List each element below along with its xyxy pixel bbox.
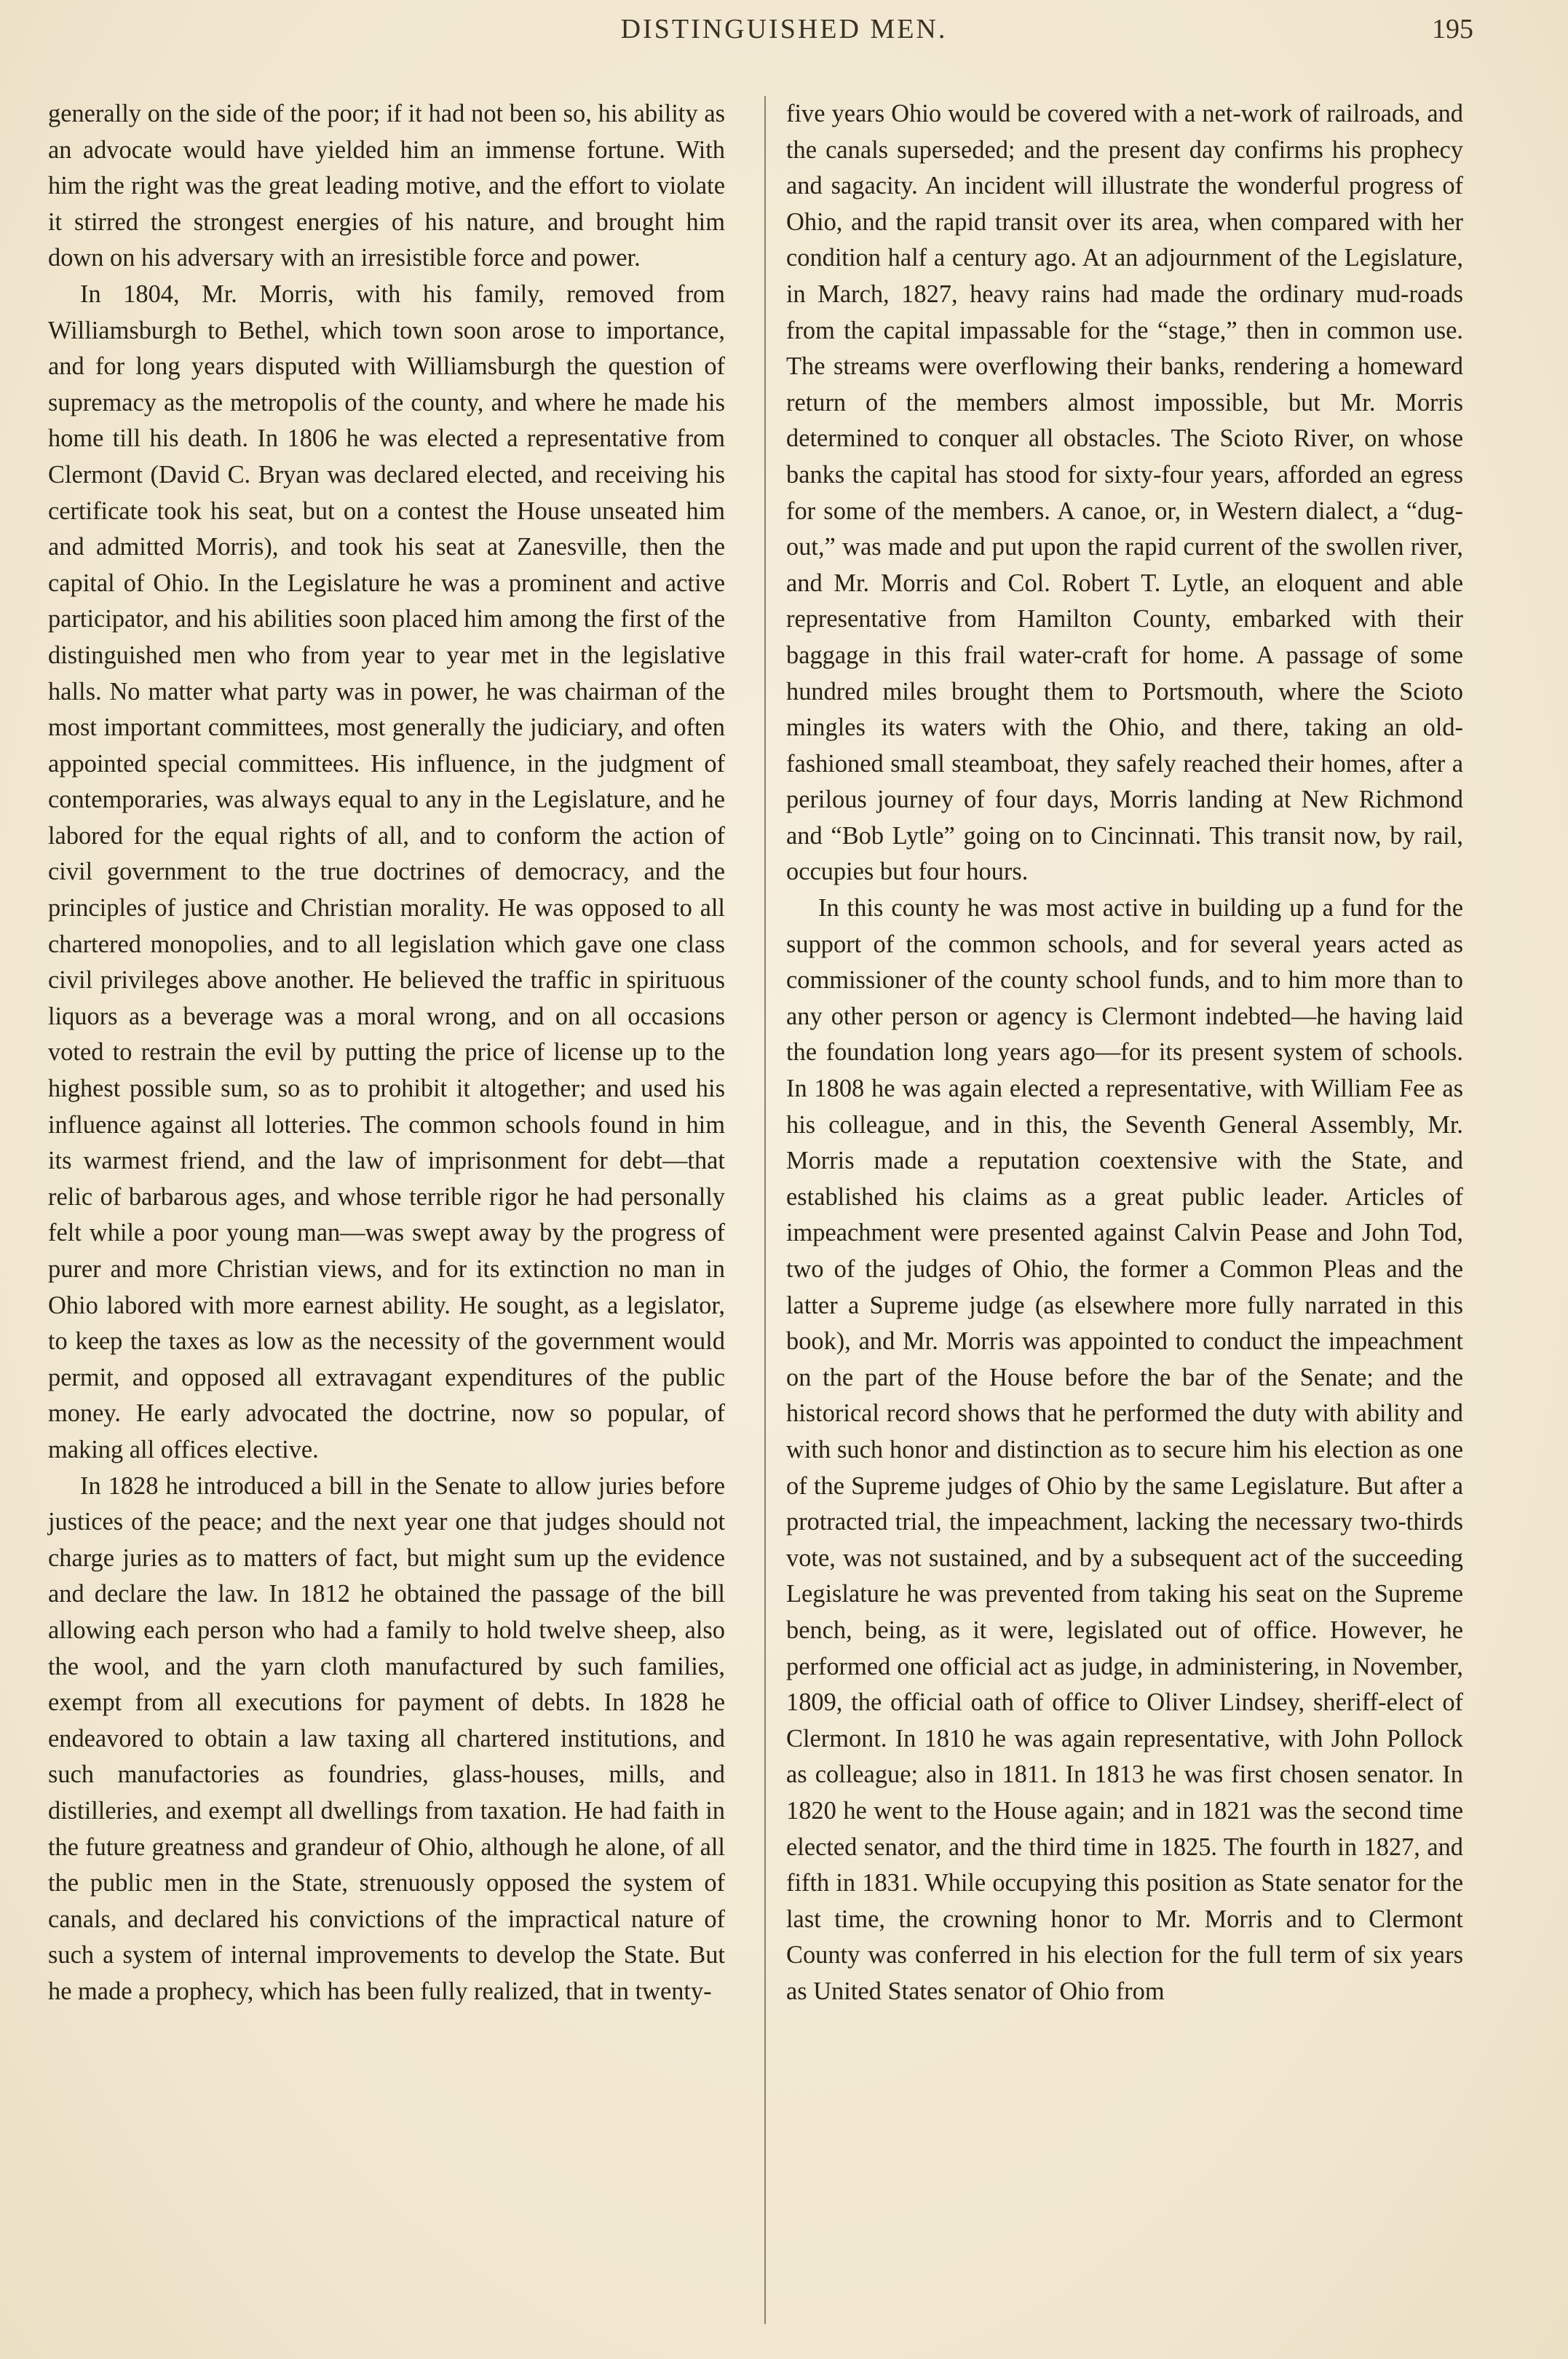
right-column bbox=[786, 96, 1463, 2010]
paragraph: five years Ohio would be covered with a net-work of railroads, and the canals superseded; and the present day confirms his prophecy and sagacity. An incident will illustrate the wonderful progress of Ohio, and the rapid transit over its area, when compared with her condition half a century ago. At an adjournment of the Legislature, in March, 1827, heavy rains had made the ordinary mud-roads from the capital impassable for the “stage,” then in common use. The streams were overflowing their banks, rendering a homeward return of the members almost impossible, but Mr. Morris determined to conquer all obstacles. The Scioto River, on whose banks the capital has stood for sixty-four years, afforded an egress for some of the members. A canoe, or, in Western dialect, a “dug-out,” was made and put upon the rapid current of the swollen river, and Mr. Morris and Col. Robert T. Lytle, an eloquent and able representative from Hamilton County, embarked with their baggage in this frail water-craft for home. A passage of some hundred miles brought them to Portsmouth, where the Scioto mingles its waters with the Ohio, and there, taking an old-fashioned small steamboat, they safely reached their homes, after a perilous journey of four days, Morris landing at New Richmond and “Bob Lytle” going on to Cincinnati. This transit now, by rail, occupies but four hours. bbox=[786, 100, 1463, 886]
paragraph: generally on the side of the poor; if it had not been so, his ability as an advocate would have yielded him an immense fortune. With him the right was the great leading motive, and the effort to violate it stirred the strongest energies of his nature, and brought him down on his adversary with an irresistible force and power. bbox=[48, 100, 725, 272]
running-head bbox=[0, 13, 1568, 57]
paragraph: In 1804, Mr. Morris, with his family, removed from Williamsburgh to Bethel, which town soon arose to importance, and for long years disputed with Williamsburgh the question of supremacy as the metropolis of the county, and where he made his home till his death. In 1806 he was elected a representative from Clermont (David C. Bryan was declared elected, and receiving his certificate took his seat, but on a contest the House unseated him and admitted Morris), and took his seat at Zanesville, then the capital of Ohio. In the Legislature he was a prominent and active participator, and his abilities soon placed him among the first of the distinguished men who from year to year met in the legislative halls. No matter what party was in power, he was chairman of the most important committees, most generally the judiciary, and often appointed special committees. His influence, in the judgment of contemporaries, was always equal to any in the Legislature, and he labored for the equal rights of all, and to conform the action of civil government to the true doctrines of democracy, and the principles of justice and Christian morality. He was opposed to all chartered monopolies, and to all legislation which gave one class civil privileges above another. He believed the traffic in spirituous liquors as a beverage was a moral wrong, and on all occasions voted to restrain the evil by putting the price of license up to the highest possible sum, so as to prohibit it altogether; and used his influence against all lotteries. The common schools found in him its warmest friend, and the law of imprisonment for debt—that relic of barbarous ages, and whose terrible rigor he had personally felt while a poor young man—was swept away by the progress of purer and more Christian views, and for its extinction no man in Ohio labored with more earnest ability. He sought, as a legislator, to keep the taxes as low as the necessity of the government would permit, and opposed all extravagant expenditures of the public money. He early advocated the doctrine, now so popular, of making all offices elective. bbox=[48, 280, 725, 1463]
page-number: 195 bbox=[1432, 14, 1473, 44]
paragraph: In this county he was most active in building up a fund for the support of the common schools, and for several years acted as commissioner of the county school funds, and to him more than to any other person or agency is Clermont indebted—he having laid the foundation long years ago—for its present system of schools. In 1808 he was again elected a representative, with William Fee as his colleague, and in this, the Seventh General Assembly, Mr. Morris made a reputation coextensive with the State, and established his claims as a great public leader. Articles of impeachment were presented against Calvin Pease and John Tod, two of the judges of Ohio, the former a Common Pleas and the latter a Supreme judge (as elsewhere more fully narrated in this book), and Mr. Morris was appointed to conduct the impeachment on the part of the House before the bar of the Senate; and the historical record shows that he performed the duty with ability and with such honor and distinction as to secure him his election as one of the Supreme judges of Ohio by the same Legislature. But after a protracted trial, the impeachment, lacking the necessary two-thirds vote, was not sustained, and by a subsequent act of the succeeding Legislature he was prevented from taking his seat on the Supreme bench, being, as it were, legislated out of office. However, he performed one official act as judge, in administering, in November, 1809, the official oath of office to Oliver Lindsey, sheriff-elect of Clermont. In 1810 he was again representative, with John Pollock as colleague; also in 1811. In 1813 he was first chosen senator. In 1820 he went to the House again; and in 1821 was the second time elected senator, and the third time in 1825. The fourth in 1827, and fifth in 1831. While occupying this position as State senator for the last time, the crowning honor to Mr. Morris and to Clermont County was conferred in his election for the full term of six years as United States senator of Ohio from bbox=[786, 894, 1463, 2005]
paragraph: In 1828 he introduced a bill in the Senate to allow juries before justices of the peace; and the next year one that judges should not charge juries as to matters of fact, but might sum up the evidence and declare the law. In 1812 he obtained the passage of the bill allowing each person who had a family to hold twelve sheep, also the wool, and the yarn cloth manufactured by such families, exempt from all executions for payment of debts. In 1828 he endeavored to obtain a law taxing all chartered institutions, and such manufactories as foundries, glass-houses, mills, and distilleries, and exempt all dwellings from taxation. He had faith in the future greatness and grandeur of Ohio, although he alone, of all the public men in the State, strenuously opposed the system of canals, and declared his convictions of the impractical nature of such a system of internal improvements to develop the State. But he made a prophecy, which has been fully realized, that in twenty- bbox=[48, 1471, 725, 2005]
column-divider bbox=[764, 96, 766, 2324]
page-title: DISTINGUISHED MEN. bbox=[620, 14, 948, 44]
left-column bbox=[48, 96, 725, 2010]
